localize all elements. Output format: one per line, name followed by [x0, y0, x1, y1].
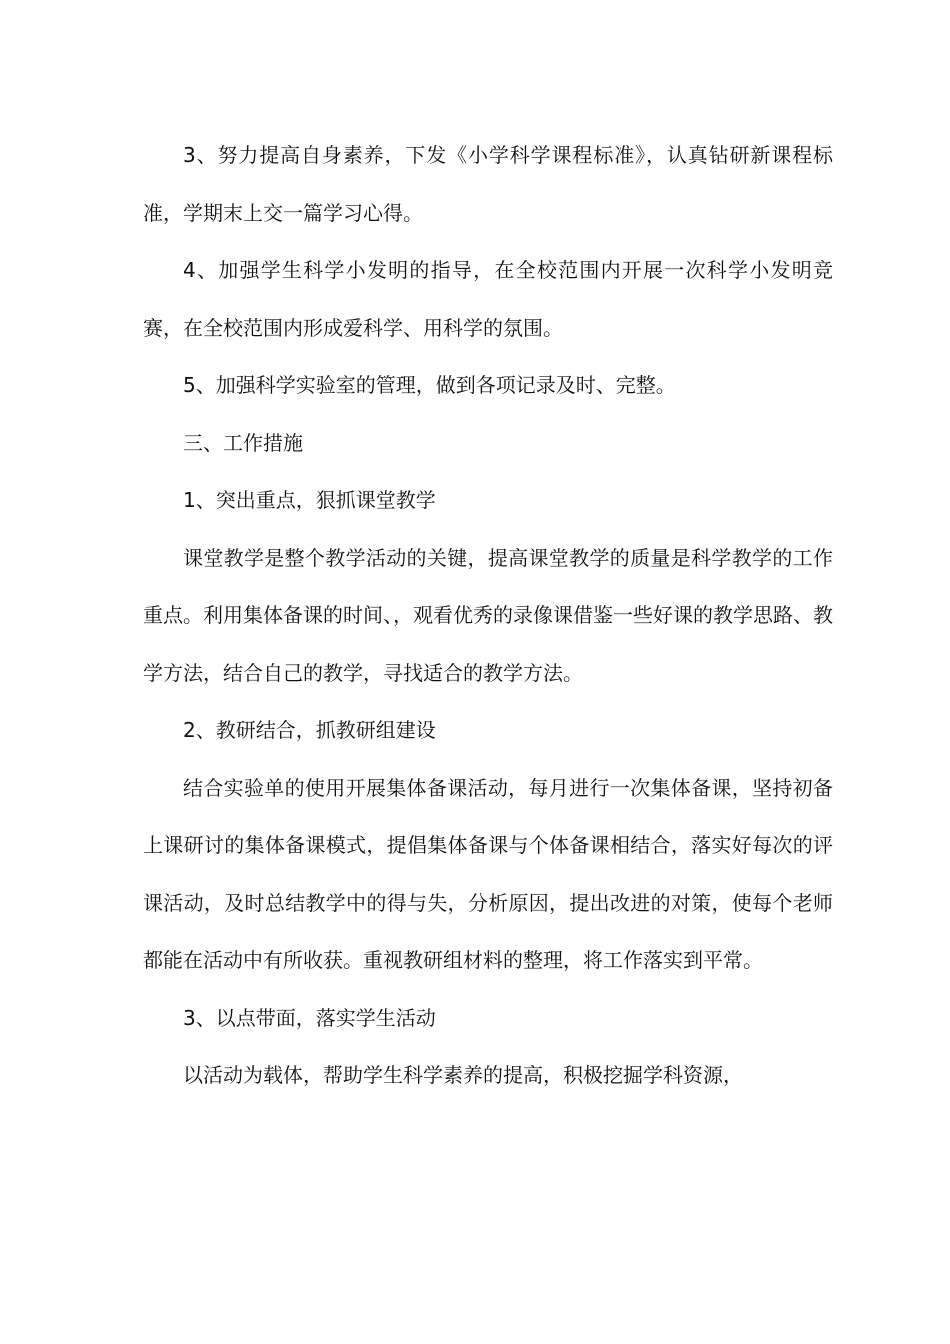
- subheading-teaching-research: 2、教研结合，抓教研组建设: [183, 718, 436, 742]
- paragraph-item-3: 3、努力提高自身素养，下发《小学科学课程标准》，认真钻研新课程标准，学期末上交一篇学习心得。: [143, 143, 833, 225]
- paragraph-classroom-teaching: 课堂教学是整个教学活动的关键，提高课堂教学的质量是科学教学的工作重点。利用集体备课的时间、，观看优秀的录像课借鉴一些好课的教学思路、教学方法，结合自己的教学，寻找适合的教学方法。: [143, 545, 833, 685]
- paragraph-teaching-research: 结合实验单的使用开展集体备课活动，每月进行一次集体备课，坚持初备上课研讨的集体备课模式，提倡集体备课与个体备课相结合，落实好每次的评课活动，及时总结教学中的得与失，分析原因，提出改进的对策，使每个老师都能在活动中有所收获。重视教研组材料的整理，将工作落实到平常。: [143, 775, 833, 972]
- subheading-classroom-teaching: 1、突出重点，狠抓课堂教学: [183, 488, 436, 512]
- subheading-student-activities: 3、以点带面，落实学生活动: [183, 1005, 436, 1030]
- section-heading-measures: 三、工作措施: [183, 430, 303, 455]
- document-body: [143, 127, 833, 1105]
- paragraph-item-4: 4、加强学生科学小发明的指导，在全校范围内开展一次科学小发明竞赛，在全校范围内形成爱科学、用科学的氛围。: [143, 258, 833, 340]
- paragraph-item-5: 5、加强科学实验室的管理，做到各项记录及时、完整。: [183, 373, 676, 397]
- paragraph-student-activities: 以活动为载体，帮助学生科学素养的提高，积极挖掘学科资源，: [183, 1063, 743, 1087]
